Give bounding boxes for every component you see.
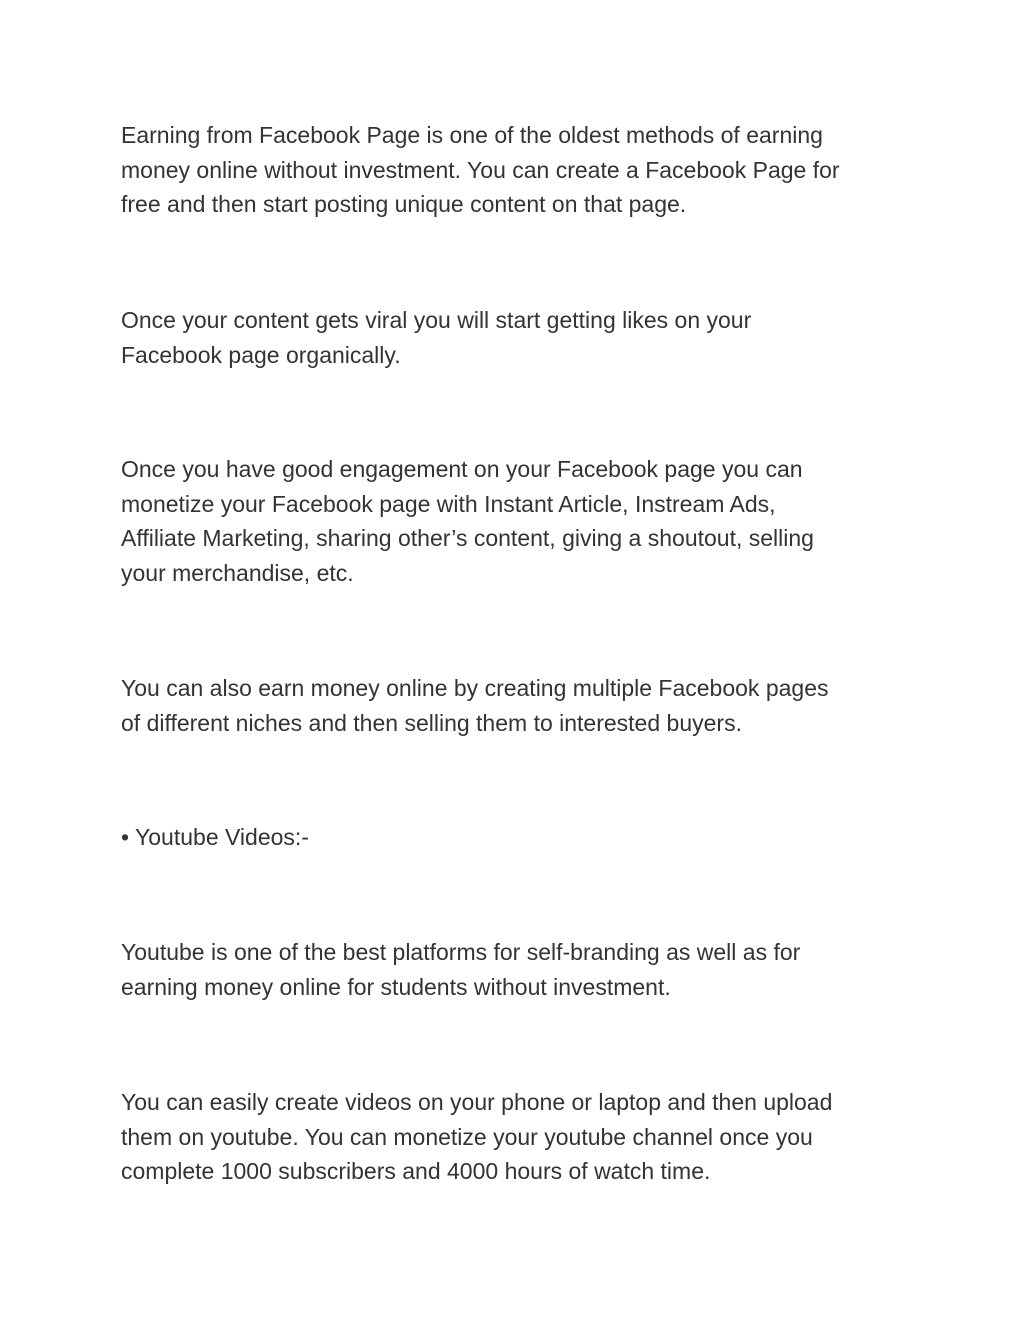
paragraph-monetize-facebook [121, 452, 921, 591]
text-line: Earning from Facebook Page is one of the oldest methods of earning [121, 122, 823, 148]
text-line: You can also earn money online by creating multiple Facebook pages [121, 675, 829, 701]
text-line: Once your content gets viral you will start getting likes on your [121, 307, 752, 333]
text-line: money online without investment. You can create a Facebook Page for [121, 156, 840, 183]
bullet-youtube-videos [121, 820, 921, 855]
text-line: Youtube is one of the best platforms for self-branding as well as for [121, 939, 801, 965]
text-line: of different niches and then selling them to interested buyers. [121, 709, 742, 736]
text-line: Facebook page organically. [121, 341, 401, 368]
paragraph-facebook-page-intro [121, 118, 921, 222]
text-line: You can easily create videos on your phone or laptop and then upload [121, 1089, 833, 1115]
text-line: • Youtube Videos:- [121, 824, 309, 850]
text-line: Affiliate Marketing, sharing other’s content, giving a shoutout, selling [121, 525, 814, 552]
text-line: earning money online for students without investment. [121, 973, 671, 1000]
text-line: your merchandise, etc. [121, 560, 354, 587]
paragraph-content-viral [121, 303, 921, 372]
text-line: free and then start posting unique content on that page. [121, 191, 687, 218]
paragraph-sell-pages [121, 671, 921, 740]
text-line: them on youtube. You can monetize your youtube channel once you [121, 1123, 813, 1150]
paragraph-youtube-intro [121, 935, 921, 1004]
text-line: Once you have good engagement on your Facebook page you can [121, 456, 803, 482]
text-line: monetize your Facebook page with Instant Article, Instream Ads, [121, 490, 776, 517]
text-line: complete 1000 subscribers and 4000 hours of watch time. [121, 1158, 711, 1185]
paragraph-youtube-monetize [121, 1085, 921, 1189]
